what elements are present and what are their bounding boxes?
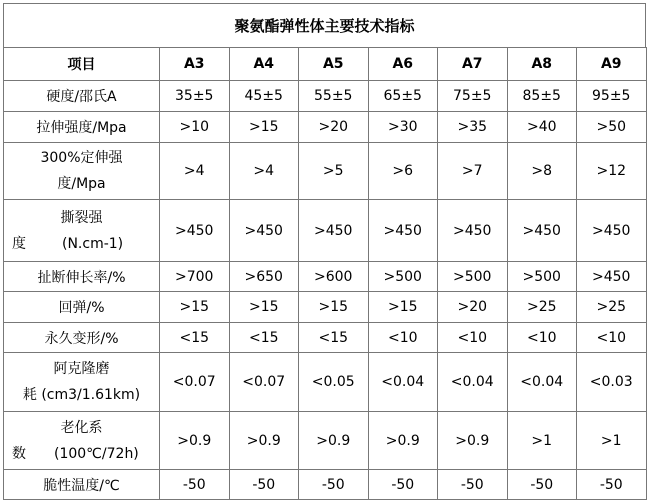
cell: 45±5	[229, 81, 299, 112]
cell: >650	[229, 262, 299, 292]
cell: >1	[577, 412, 647, 470]
cell: <0.05	[299, 353, 369, 412]
cell: >450	[229, 200, 299, 262]
row-label-line2: 度/Mpa	[57, 176, 106, 192]
header-a4: A4	[229, 48, 299, 81]
header-a6: A6	[368, 48, 438, 81]
row-label-line1: 撕裂强	[60, 209, 103, 226]
table-row	[4, 200, 647, 262]
cell: >12	[577, 143, 647, 200]
cell: >450	[577, 262, 647, 292]
cell: 35±5	[160, 81, 230, 112]
table-row	[4, 112, 647, 143]
cell: -50	[160, 470, 230, 500]
cell: <0.07	[229, 353, 299, 412]
cell: >1	[507, 412, 577, 470]
cell: 55±5	[299, 81, 369, 112]
row-label: 硬度/邵氏A	[4, 81, 160, 112]
cell: -50	[577, 470, 647, 500]
cell: >500	[507, 262, 577, 292]
row-label	[4, 353, 160, 412]
cell: >15	[160, 292, 230, 323]
cell: >5	[299, 143, 369, 200]
cell: >450	[368, 200, 438, 262]
cell: >450	[577, 200, 647, 262]
cell: <0.04	[368, 353, 438, 412]
cell: -50	[299, 470, 369, 500]
cell: >500	[368, 262, 438, 292]
table-row	[4, 323, 647, 353]
header-a8: A8	[507, 48, 577, 81]
cell: >25	[507, 292, 577, 323]
table-row	[4, 470, 647, 500]
row-label: 回弹/%	[4, 292, 160, 323]
table-row	[4, 81, 647, 112]
row-label: 拉伸强度/Mpa	[4, 112, 160, 143]
table-row	[4, 262, 647, 292]
cell: >6	[368, 143, 438, 200]
cell: 75±5	[438, 81, 508, 112]
header-a5: A5	[299, 48, 369, 81]
cell: >15	[229, 112, 299, 143]
header-a7: A7	[438, 48, 508, 81]
cell: >500	[438, 262, 508, 292]
cell: <15	[299, 323, 369, 353]
row-label-line1: 阿克隆磨	[53, 361, 110, 377]
table-row	[4, 353, 647, 412]
cell: >4	[229, 143, 299, 200]
table-row	[4, 143, 647, 200]
header-item: 项目	[4, 48, 160, 81]
row-label-line2: 数 (100℃/72h)	[12, 445, 139, 462]
cell: -50	[368, 470, 438, 500]
cell: <15	[160, 323, 230, 353]
row-label: 扯断伸长率/%	[4, 262, 160, 292]
cell: 95±5	[577, 81, 647, 112]
cell: >15	[368, 292, 438, 323]
row-label-line2: 度 (N.cm-1)	[12, 235, 124, 252]
cell: >10	[160, 112, 230, 143]
spec-document	[3, 3, 646, 499]
cell: >20	[438, 292, 508, 323]
cell: >600	[299, 262, 369, 292]
cell: >0.9	[368, 412, 438, 470]
cell: <0.04	[438, 353, 508, 412]
row-label	[4, 200, 160, 262]
cell: <10	[577, 323, 647, 353]
cell: >450	[438, 200, 508, 262]
cell: >0.9	[229, 412, 299, 470]
cell: >50	[577, 112, 647, 143]
cell: <0.07	[160, 353, 230, 412]
header-a9: A9	[577, 48, 647, 81]
cell: >30	[368, 112, 438, 143]
cell: <0.03	[577, 353, 647, 412]
cell: 65±5	[368, 81, 438, 112]
row-label	[4, 143, 160, 200]
row-label-line1: 300%定伸强	[40, 150, 123, 166]
row-label: 永久变形/%	[4, 323, 160, 353]
cell: <0.04	[507, 353, 577, 412]
header-row	[4, 48, 647, 81]
cell: >0.9	[438, 412, 508, 470]
cell: >40	[507, 112, 577, 143]
cell: <10	[438, 323, 508, 353]
row-label	[4, 412, 160, 470]
cell: >0.9	[160, 412, 230, 470]
header-a3: A3	[160, 48, 230, 81]
cell: >20	[299, 112, 369, 143]
table-row	[4, 292, 647, 323]
cell: >15	[229, 292, 299, 323]
row-label-line2: 耗 (cm3/1.61km)	[22, 387, 141, 403]
cell: 85±5	[507, 81, 577, 112]
row-label-line1: 老化系	[60, 419, 103, 436]
cell: >35	[438, 112, 508, 143]
cell: <10	[368, 323, 438, 353]
cell: >450	[299, 200, 369, 262]
cell: -50	[507, 470, 577, 500]
cell: >7	[438, 143, 508, 200]
cell: >700	[160, 262, 230, 292]
cell: <10	[507, 323, 577, 353]
cell: >15	[299, 292, 369, 323]
cell: >450	[507, 200, 577, 262]
spec-table	[3, 47, 647, 500]
table-row	[4, 412, 647, 470]
cell: >8	[507, 143, 577, 200]
cell: >25	[577, 292, 647, 323]
cell: >450	[160, 200, 230, 262]
cell: >4	[160, 143, 230, 200]
cell: -50	[438, 470, 508, 500]
cell: <15	[229, 323, 299, 353]
table-title: 聚氨酯弹性体主要技术指标	[3, 3, 646, 47]
cell: -50	[229, 470, 299, 500]
row-label: 脆性温度/℃	[4, 470, 160, 500]
cell: >0.9	[299, 412, 369, 470]
